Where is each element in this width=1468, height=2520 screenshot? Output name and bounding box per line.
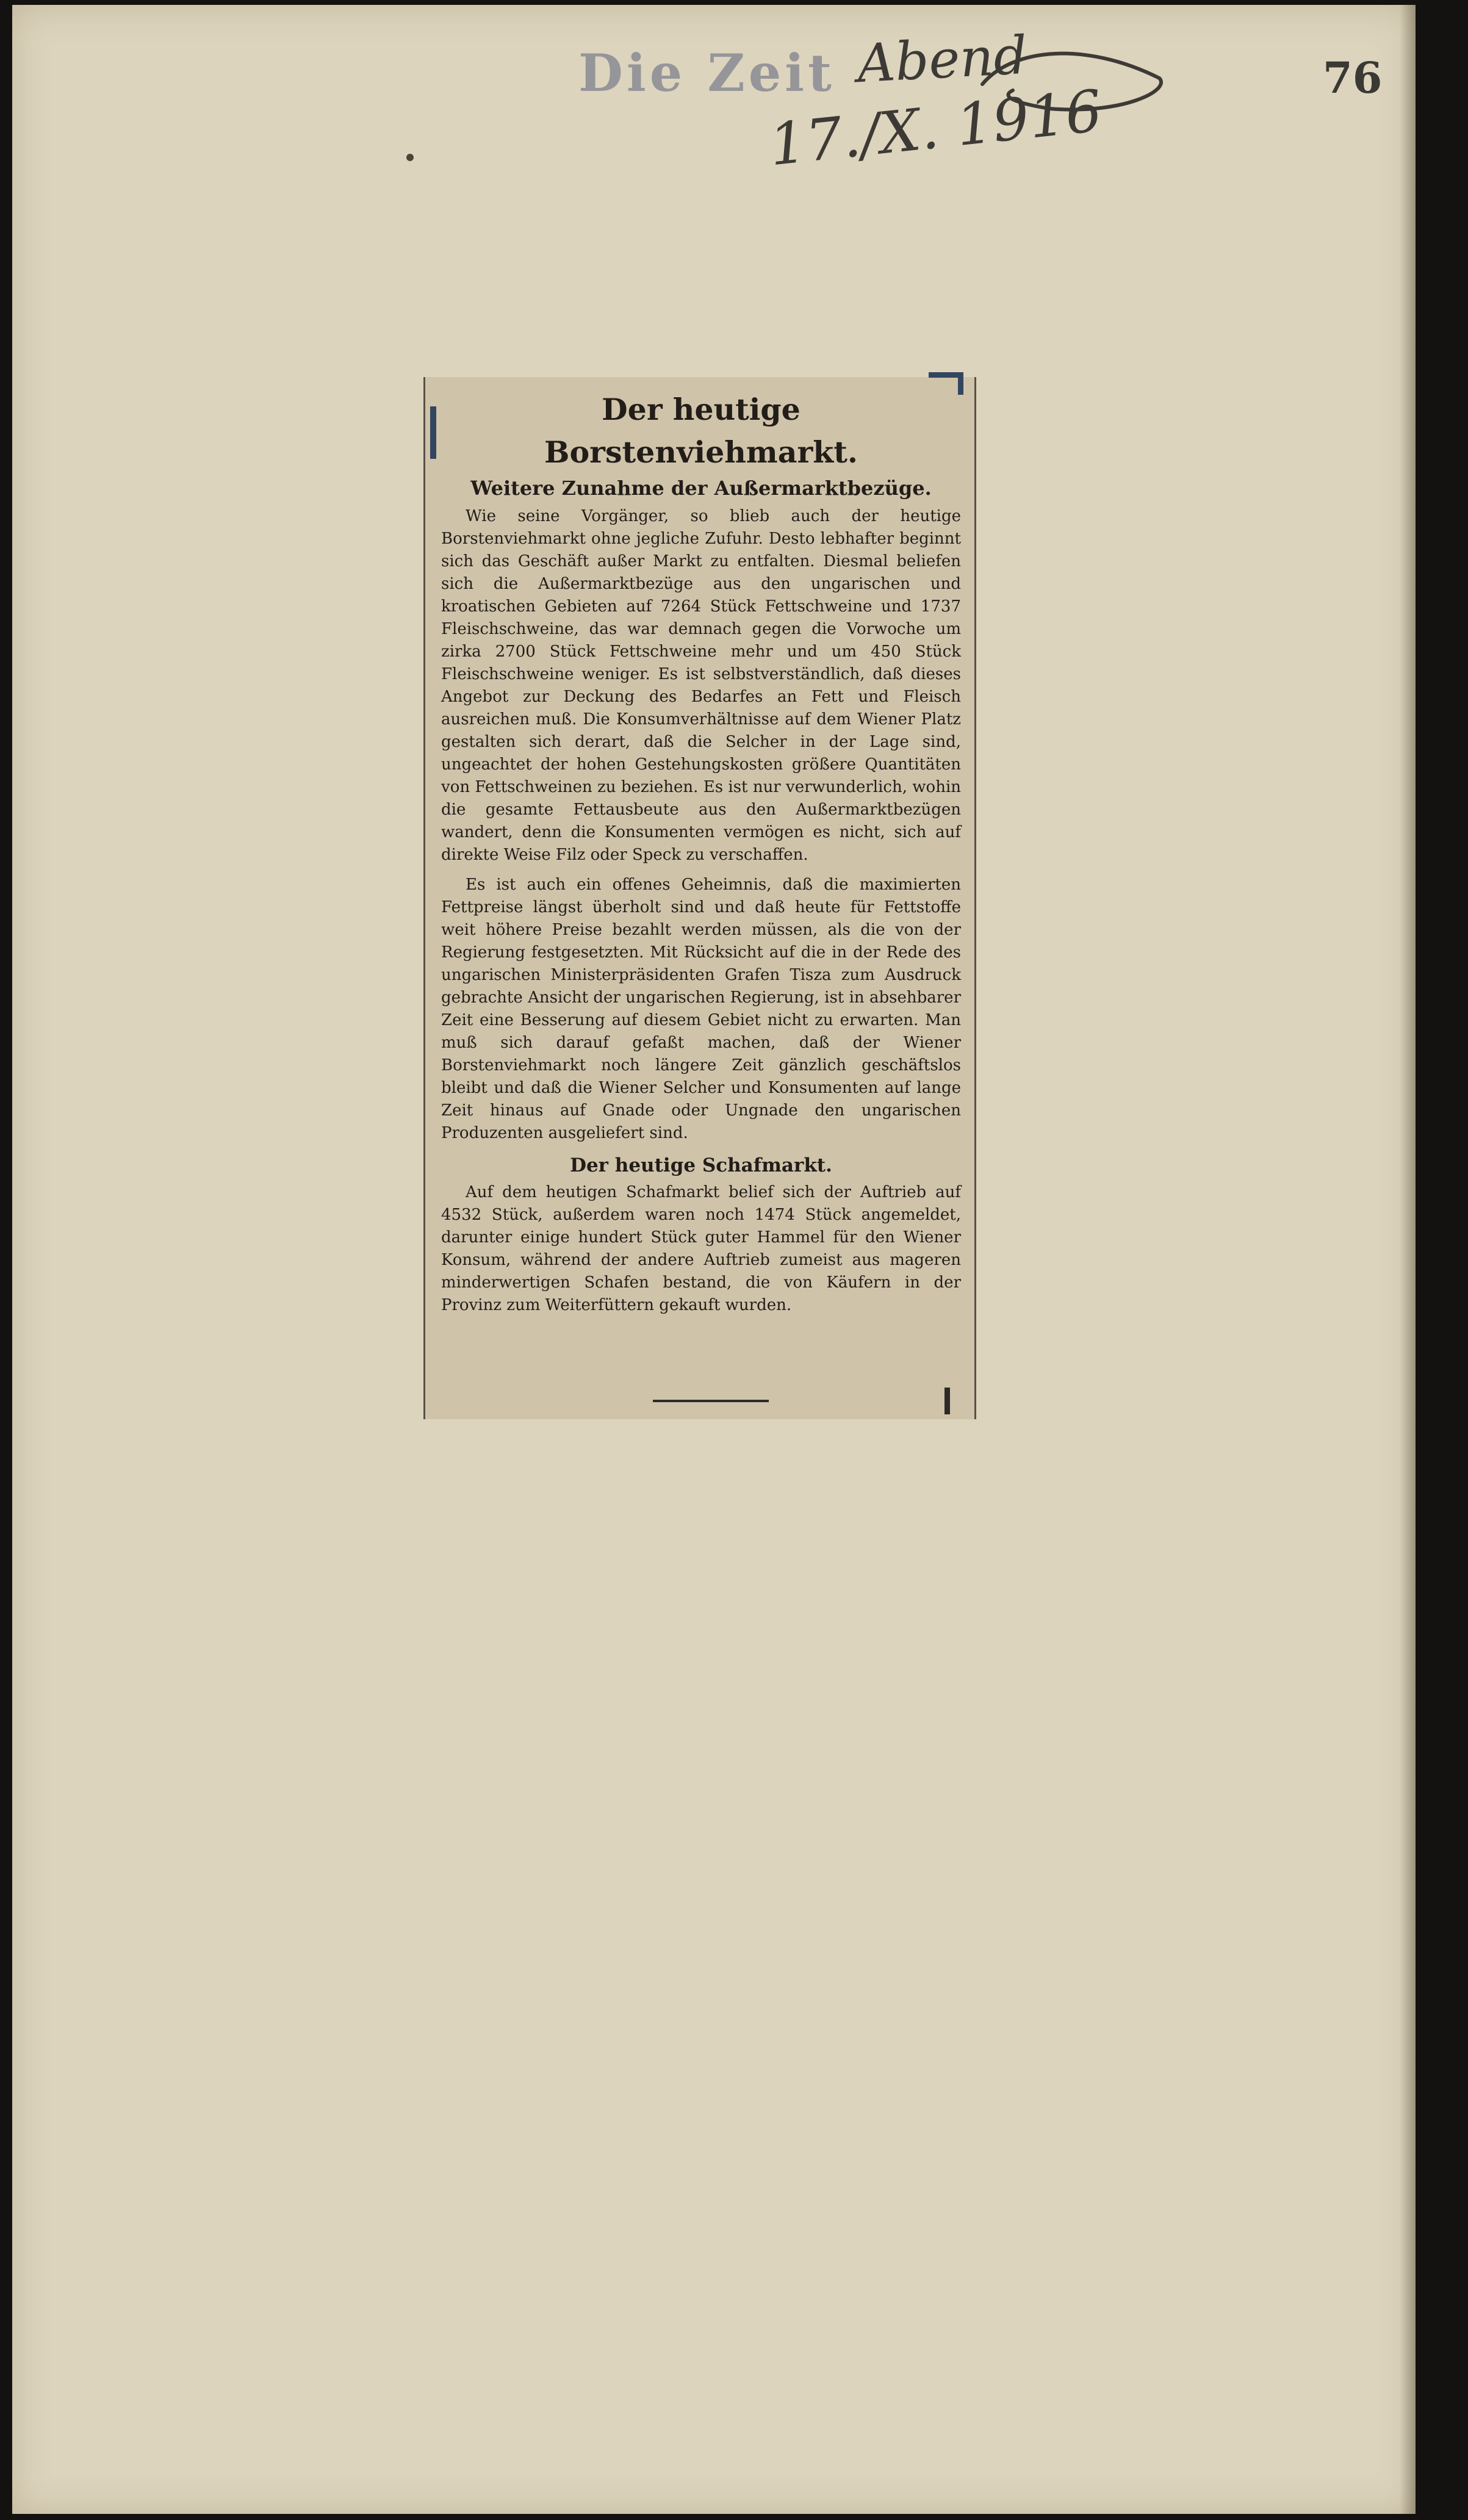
- archive-sheet: [12, 5, 1416, 2514]
- paper-speck: [406, 154, 414, 161]
- article-subhead: Weitere Zunahme der Außermarktbezüge.: [470, 477, 932, 500]
- section-paragraph-schafmarkt: Auf dem heutigen Schafmarkt belief sich der Auftrieb auf 4532 Stück, außerdem waren noch 1474 Stück angemeldet, darunter einige hundert Stück guter Hammel für den Wiener Konsum, während der andere Auftrieb zumeist aus mageren minderwertigen Schafen bestand, die von Käufern in der Provinz zum Weiterfüttern gekauft wurden.: [441, 1183, 961, 1314]
- pencil-mark-bottom: [944, 1388, 950, 1414]
- article-paragraph-1: Wie seine Vorgänger, so blieb auch der heutige Borstenviehmarkt ohne jegliche Zufuhr. Desto lebhafter beginnt sich das Geschäft außer Markt zu entfalten. Diesmal beliefen sich die Außermarktbezüge aus den ungarischen und kroatischen Gebieten auf 7264 Stück Fettschweine und 1737 Fleischschweine, das war demnach gegen die Vorwoche um zirka 2700 Stück Fettschweine mehr und um 450 Stück Fleischschweine weniger. Es ist selbstverständlich, daß dieses Angebot zur Deckung des Bedarfes an Fett und Fleisch ausreichen muß. Die Konsumverhältnisse auf dem Wiener Platz gestalten sich derart, daß die Selcher in der Lage sind, ungeachtet der hohen Gestehungskosten größere Quantitäten von Fettschweinen zu beziehen. Es ist nur verwunderlich, wohin die gesamte Fettausbeute aus den Außermarktbezügen wandert, denn die Konsumenten vermögen es nicht, sich auf direkte Weise Filz oder Speck zu verschaffen.: [441, 507, 961, 864]
- handwritten-date: 17./X. 1916: [766, 77, 1106, 179]
- blue-pencil-mark-left: [430, 406, 436, 459]
- handwritten-edition: Abend: [855, 24, 1029, 95]
- newspaper-clipping: [423, 377, 976, 1419]
- newspaper-stamp: Die Zeit: [578, 43, 835, 103]
- section-headline-schafmarkt: Der heutige Schafmarkt.: [570, 1154, 832, 1176]
- article-paragraph-2: Es ist auch ein offenes Geheimnis, daß die maximierten Fettpreise längst überholt sind und daß heute für Fettstoffe weit höhere Preise bezahlt werden müssen, als die von der Regierung festgesetzten. Mit Rücksicht auf die in der Rede des ungarischen Ministerpräsidenten Grafen Tisza zum Ausdruck gebrachte Ansicht der ungarischen Regierung, ist in absehbarer Zeit eine Besserung auf diesem Gebiet nicht zu erwarten. Man muß sich darauf gefaßt machen, daß der Wiener Borstenviehmarkt noch längere Zeit gänzlich geschäftslos bleibt und daß die Wiener Selcher und Konsumenten auf lange Zeit hinaus auf Gnade oder Ungnade den ungarischen Produzenten ausgeliefert sind.: [441, 876, 961, 1142]
- article-headline: Der heutige Borstenviehmarkt.: [544, 392, 858, 470]
- page-number: 76: [1323, 52, 1383, 103]
- blue-pencil-mark-right: [929, 372, 963, 395]
- handwriting-swoosh-icon: [976, 41, 1171, 139]
- end-rule: [653, 1400, 769, 1402]
